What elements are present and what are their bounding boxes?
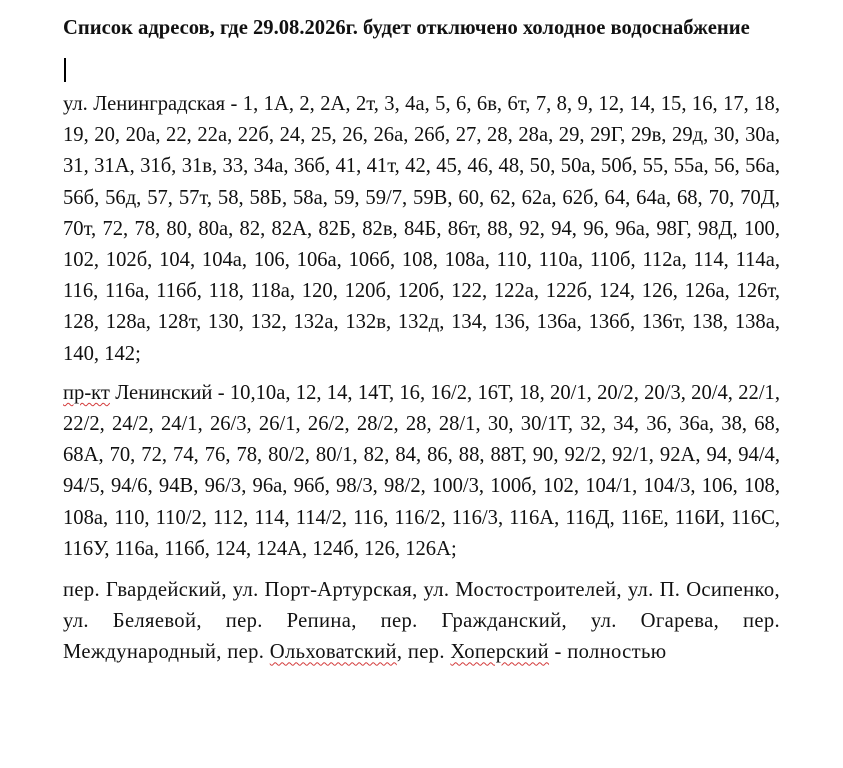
house-numbers: - 1, 1А, 2, 2А, 2т, 3, 4а, 5, 6, 6в, 6т, 7, 8, 9, 12, 14, 15, 16, 17, 18, 19, 20, 20а, 22, 22а, 22б, 24, 25, 26, 26а, 26б, 27, 28, 28а, 29, 29Г, 29в, 29д, 30, 30а, 31, 31А, 31б, 31в, 33, 34а, 36б, 41, 41т, 42, 45, 46, 48, 50, 50а, 50б, 55, 55а, 56, 56а, 56б, 56д, 57, 57т, 58, 58Б, 58а, 59, 59/7, 59В, 60, 62, 62а, 62б, 64, 64а, 68, 70, 70Д, 70т, 72, 78, 80, 80а, 82, 82А, 82Б, 82в, 84Б, 86т, 88, 92, 94, 96, 96а, 98Г, 98Д, 100, 102, 102б, 104, 104а, 106, 106а, 106б, 108, 108а, 110, 110а, 110б, 112а, 114, 114а, 116, 116а, 116б, 118, 118а, 120, 120б, 120б, 122, 122а, 122б, 124, 126, 126а, 126т, 128, 128а, 128т, 130, 132, 132а, 132в, 132д, 134, 136, 136а, 136б, 136т, 138, 138а, 140, 142; [63, 93, 780, 365]
document-page [63, 13, 780, 669]
street-name: ул. Ленинградская [63, 93, 226, 115]
paragraph-leninsky [63, 378, 780, 565]
spellcheck-word[interactable]: пр-кт [63, 381, 110, 404]
text-cursor [64, 58, 66, 82]
paragraph-full-streets [63, 575, 780, 669]
streets-text: пер. Гвардейский, ул. Порт-Артурская, ул. Мостостроителей, ул. П. Осипенко, ул. Беляевой, пер. Репина, пер. Гражданский, ул. Огарева, пер. Международный, пер. [63, 579, 780, 664]
document-title: Список адресов, где 29.08.2026г. будет отключено холодное водоснабжение [63, 17, 750, 39]
spellcheck-word[interactable]: Хоперский [450, 641, 550, 664]
streets-text: - полностью [549, 641, 667, 664]
streets-text: , пер. [396, 641, 451, 664]
spellcheck-word[interactable]: Ольховатский [269, 641, 397, 664]
paragraph-leningradskaya [63, 89, 780, 370]
house-numbers: Ленинский - 10,10а, 12, 14, 14Т, 16, 16/2, 16Т, 18, 20/1, 20/2, 20/3, 20/4, 22/1, 22/2, 24/2, 24/1, 26/3, 26/1, 26/2, 28/2, 28, 28/1, 30, 30/1Т, 32, 34, 36, 36а, 38, 68, 68А, 70, 72, 74, 76, 78, 80/2, 80/1, 82, 84, 86, 88, 88Т, 90, 92/2, 92/1, 92А, 94, 94/4, 94/5, 94/6, 94В, 96/3, 96а, 96б, 98/3, 98/2, 100/3, 100б, 102, 104/1, 104/3, 106, 108, 108а, 110, 110/2, 112, 114, 114/2, 116, 116/2, 116/3, 116А, 116Д, 116Е, 116И, 116С, 116У, 116а, 116б, 124, 124А, 124б, 126, 126А; [63, 381, 780, 560]
